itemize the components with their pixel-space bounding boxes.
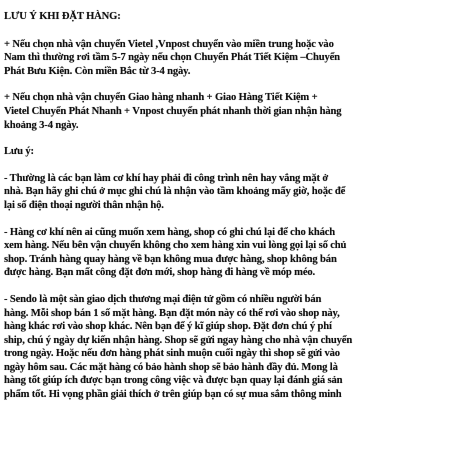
note-label: [4, 145, 466, 159]
text-line: ship, chú ý ngày dự kiến nhận hàng. Shop sẽ gửi ngay hàng cho nhà vận chuyển: [4, 334, 353, 346]
heading-text: LƯU Ý KHI ĐẶT HÀNG:: [4, 11, 121, 22]
text-line: + Nếu chọn nhà vận chuyển Vietel ,Vnpost chuyển vào miền trung hoặc vào: [4, 38, 334, 50]
text-line: - Hàng cơ khí nên ai cũng muốn xem hàng, shop có ghi chú lại để cho khách: [4, 226, 336, 238]
note-inspect-goods: [4, 226, 466, 280]
text-line: Phát Bưu Kiện. Còn miền Bắc từ 3-4 ngày.: [4, 65, 191, 77]
text-line: hàng tốt giúp ích được bạn trong công việc và được bạn quay lại đánh giá sản: [4, 375, 343, 387]
text-line: - Sendo là một sàn giao dịch thương mại điện tử gồm có nhiều người bán: [4, 293, 322, 305]
note-absent-at-home: [4, 172, 466, 213]
text-line: hàng. Mỗi shop bán 1 số mặt hàng. Bạn đặt món này có thể rơi vào shop này,: [4, 307, 340, 319]
text-line: + Nếu chọn nhà vận chuyển Giao hàng nhanh + Giao Hàng Tiết Kiệm +: [4, 92, 318, 104]
shipping-note-express: [4, 91, 466, 132]
note-sendo-marketplace: [4, 293, 466, 402]
text-line: Nam thì thường rơi tầm 5-7 ngày nếu chọn Chuyển Phát Tiết Kiệm –Chuyển: [4, 52, 340, 64]
text-line: được hàng. Bạn mất công đặt đơn mới, shop hàng đi hàng về móp méo.: [4, 267, 316, 279]
document-heading: [4, 10, 466, 24]
text-line: trong ngày. Hoặc nếu đơn hàng phát sinh muộn cuối ngày thì shop sẽ gửi vào: [4, 348, 340, 360]
note-label-text: Lưu ý:: [4, 146, 34, 158]
text-line: hàng khác rơi vào shop khác. Nên bạn để ý kĩ giúp shop. Đặt đơn chú ý phí: [4, 321, 332, 333]
text-line: khoảng 3-4 ngày.: [4, 119, 79, 131]
text-line: lại số điện thoại người thân nhận hộ.: [4, 199, 164, 211]
text-line: xem hàng. Nếu bên vận chuyển không cho xem hàng xin vui lòng gọi lại số chủ: [4, 240, 347, 252]
text-line: shop. Tránh hàng quay hàng về bạn không mua được hàng, shop không bán: [4, 253, 337, 265]
text-line: - Thường là các bạn làm cơ khí hay phải đi công trình nên hay vắng mặt ở: [4, 172, 329, 184]
text-line: phẩm tốt. Hi vọng phần giải thích ở trên giúp bạn có sự mua sắm thông minh: [4, 389, 342, 401]
text-line: Vietel Chuyển Phát Nhanh + Vnpost chuyển phát nhanh thời gian nhận hàng: [4, 105, 342, 117]
text-line: ngày hôm sau. Các mặt hàng có bảo hành shop sẽ bảo hành đầy đủ. Mong là: [4, 361, 338, 373]
text-line: nhà. Bạn hãy ghi chú ở mục ghi chú là nhận vào tầm khoảng mấy giờ, hoặc để: [4, 186, 346, 198]
shipping-note-viettel-vnpost: [4, 38, 466, 79]
